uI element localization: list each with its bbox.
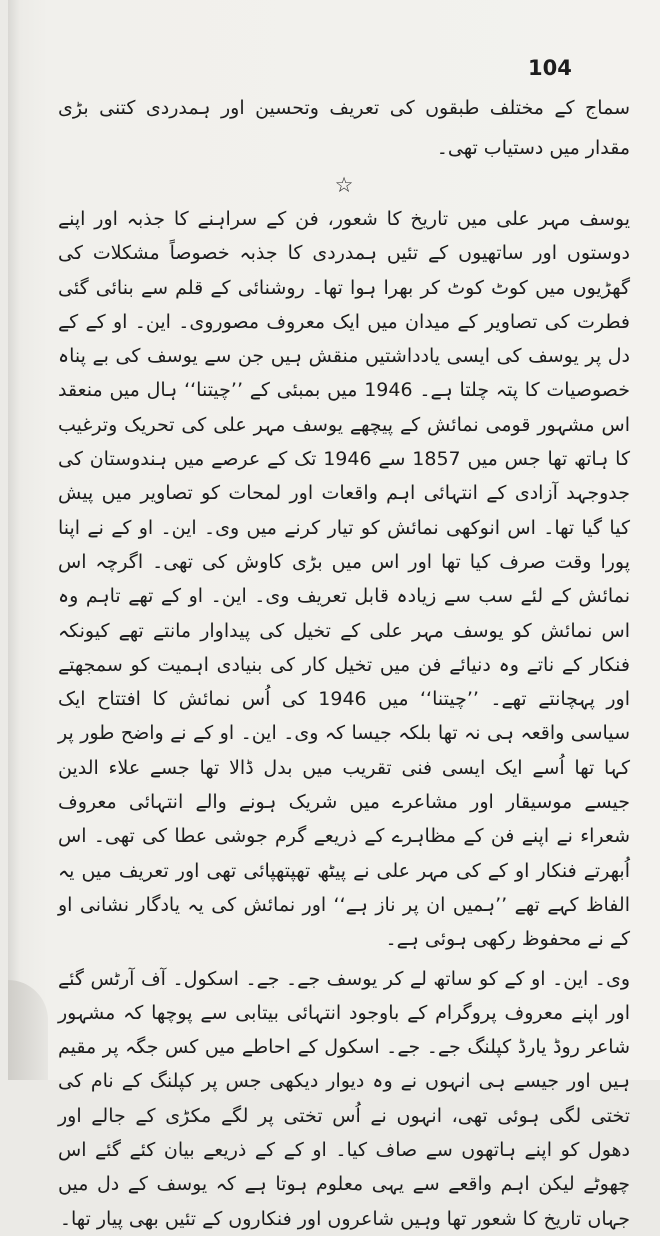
- page-text: [58, 88, 630, 1236]
- book-page: [8, 0, 660, 1230]
- paragraph: وی۔ این۔ او کے کو ساتھ لے کر یوسف جے۔ جے۔ اسکول۔ آف آرٹس گئے اور اپنے معروف پروگرام کے باوجود انتہائی بیتابی سے پوچھا کہ مشہور شاعر روڈ یارڈ کپلنگ جے۔ جے۔ اسکول کے احاطے میں کس جگہ پر مقیم ہیں اور جیسے ہی انہوں نے وہ دیوار دیکھی جس پر کپلنگ کے نام کی تختی لگی ہوئی تھی، انہوں نے اُس تختی پر لگے مکڑی کے جالے اور دھول کو اپنے ہاتھوں سے صاف کیا۔ او کے کے ذریعے بیان کئے گئے اس چھوٹے لیکن اہم واقعے سے یہی معلوم ہوتا ہے کہ یوسف کے دل میں جہاں تاریخ کا شعور تھا وہیں شاعروں اور فنکاروں کے تئیں بھی پیار تھا۔: [58, 967, 630, 1230]
- star-separator-icon: ☆: [334, 173, 354, 197]
- page-number: 104: [528, 56, 572, 80]
- paragraph: یوسف مہر علی میں تاریخ کا شعور، فن کے سراہنے کا جذبہ اور اپنے دوستوں اور ساتھیوں کے تئیں ہمدردی کا جذبہ خصوصاً مشکلات کی گھڑیوں میں کوٹ کوٹ کر بھرا ہوا تھا۔ روشنائی کے قلم سے بنائی گئی فطرت کی تصاویر کے میدان میں ایک معروف مصوروی۔ این۔ او کے کے دل پر یوسف کی ایسی یادداشتیں منقش ہیں جن سے یوسف کی بے پناہ خصوصیات کا پتہ چلتا ہے۔ 1946 میں بمبئی کے ’’چیتنا‘‘ ہال میں منعقد اس مشہور قومی نمائش کے پیچھے یوسف مہر علی کی تحریک وترغیب کا ہاتھ تھا جس میں 1857 سے 1946 تک کے عرصے میں ہندوستان کی جدوجہد آزادی کے انتہائی اہم واقعات اور لمحات کو تصاویر میں پیش کیا گیا تھا۔ اس انوکھی نمائش کو تیار کرنے میں وی۔ این۔ او کے نے اپنا پورا وقت صرف کیا تھا اور اس میں بڑی کاوش کی تھی۔ اگرچہ اس نمائش کے لئے سب سے زیادہ قابل تعریف وی۔ این۔ او کے تھے تاہم وہ اس نمائش کو یوسف مہر علی کے تخیل کی پیداوار مانتے تھے کیونکہ فنکار کے ناتے وہ دنیائے فن میں تخیل کار کی بنیادی اہمیت کو سمجھتے اور پہچانتے تھے۔ ’’چیتنا‘‘ میں 1946 کی اُس نمائش کا افتتاح ایک سیاسی واقعہ ہی نہ تھا بلکہ جیسا کہ وی۔ این۔ او کے نے واضح طور پر کہا تھا اُسے ایک ایسی فنی تقریب میں بدل ڈالا تھا جسے علاء الدین جیسے موسیقار اور مشاعرے میں شریک ہونے والے انتہائی معروف شعراء نے اپنے فن کے مظاہرے کے ذریعے گرم جوشی عطا کی تھی۔ اس اُبھرتے فنکار او کے کی مہر علی نے پیٹھ تھپتھپائی تھی اور تعریف میں یہ الفاظ کہے تھے ’’ہمیں ان پر ناز ہے‘‘ اور نمائش کی یہ یادگار نشانی او کے نے محفوظ رکھی ہوئی ہے۔: [58, 208, 630, 951]
- paragraph-continuation: سماج کے مختلف طبقوں کی تعریف وتحسین اور ہمدردی کتنی بڑی مقدار میں دستیاب تھی۔: [58, 97, 630, 159]
- page-curl: [8, 980, 48, 1080]
